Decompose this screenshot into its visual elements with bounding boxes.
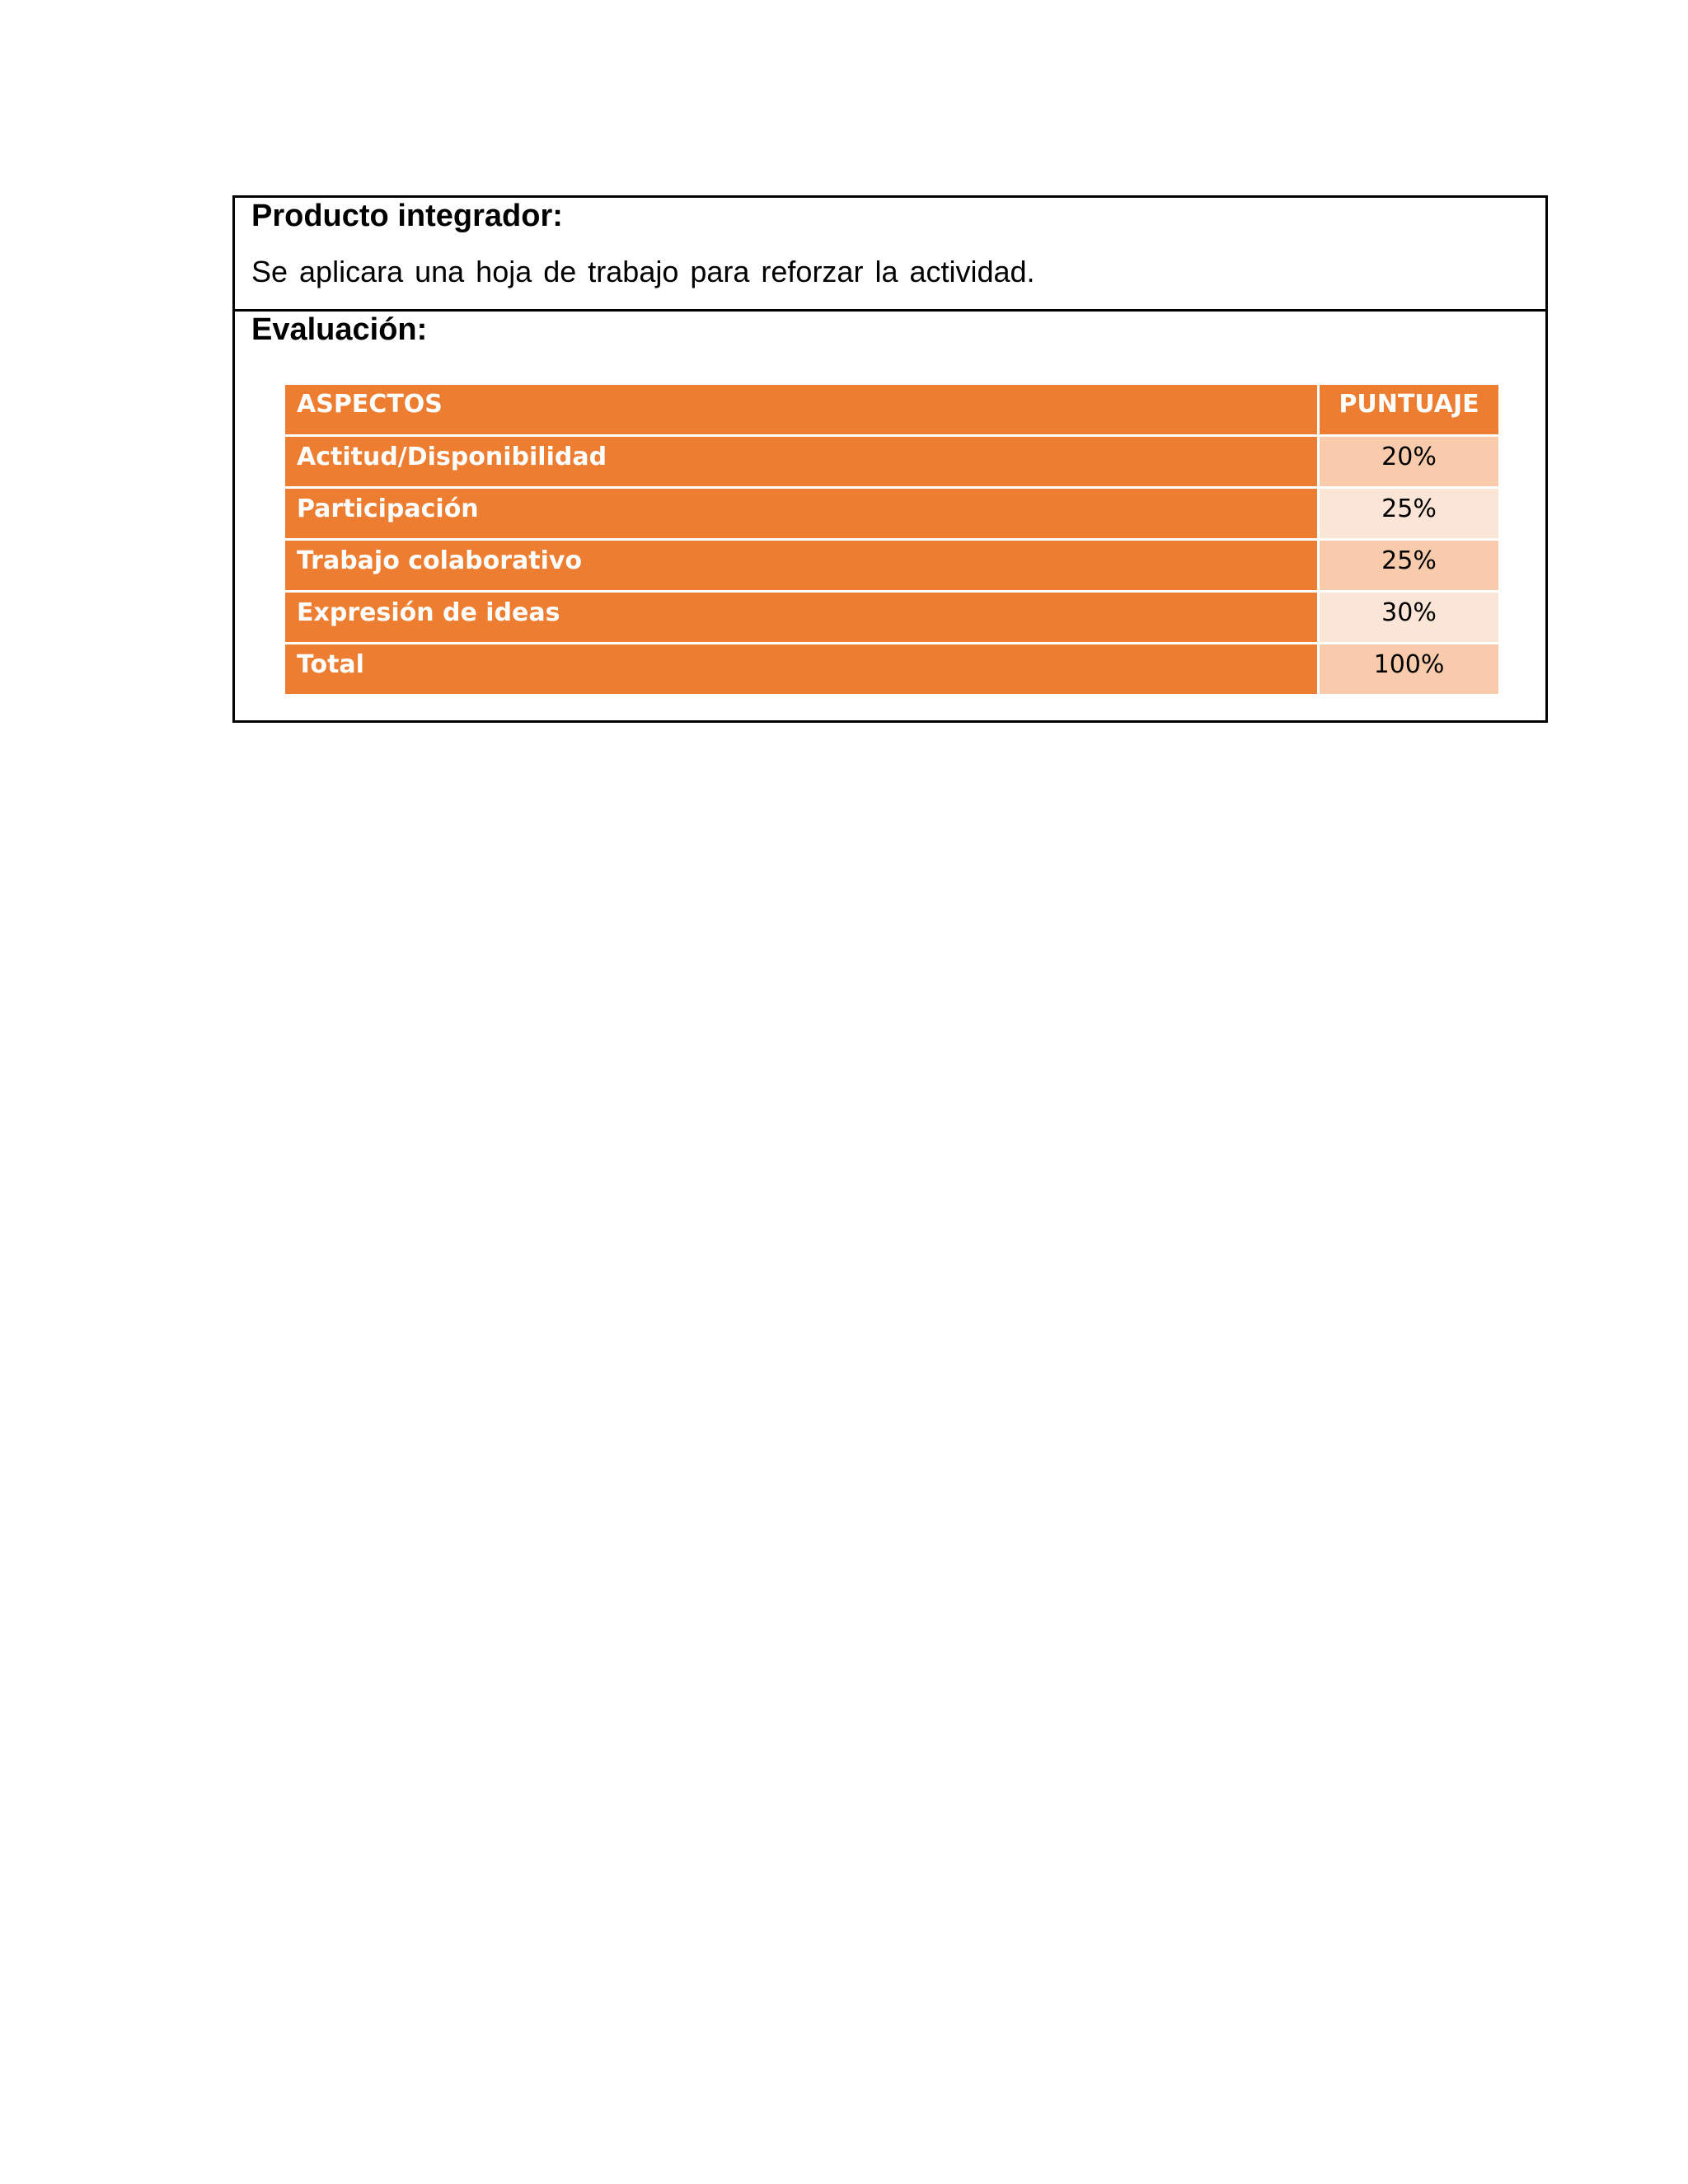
- aspect-cell-total: Total: [284, 644, 1319, 696]
- evaluacion-heading: Evaluación:: [251, 312, 428, 347]
- producto-integrador-heading: Producto integrador:: [251, 199, 563, 233]
- score-cell: 25%: [1319, 488, 1500, 540]
- table-header-row: [284, 384, 1500, 436]
- table-row: [284, 540, 1500, 592]
- score-cell-total: 100%: [1319, 644, 1500, 696]
- score-cell: 30%: [1319, 592, 1500, 644]
- section-divider: [235, 309, 1545, 312]
- column-header-aspectos: ASPECTOS: [284, 384, 1319, 436]
- table-row: [284, 488, 1500, 540]
- aspect-cell: Trabajo colaborativo: [284, 540, 1319, 592]
- table-row-total: [284, 644, 1500, 696]
- aspect-cell: Actitud/Disponibilidad: [284, 436, 1319, 488]
- aspect-cell: Expresión de ideas: [284, 592, 1319, 644]
- column-header-puntuaje: PUNTUAJE: [1319, 384, 1500, 436]
- document-frame: [232, 195, 1548, 723]
- score-cell: 20%: [1319, 436, 1500, 488]
- aspect-cell: Participación: [284, 488, 1319, 540]
- evaluation-table: [283, 382, 1501, 696]
- table-row: [284, 592, 1500, 644]
- score-cell: 25%: [1319, 540, 1500, 592]
- producto-integrador-text: Se aplicara una hoja de trabajo para reforzar la actividad.: [251, 255, 1035, 288]
- table-row: [284, 436, 1500, 488]
